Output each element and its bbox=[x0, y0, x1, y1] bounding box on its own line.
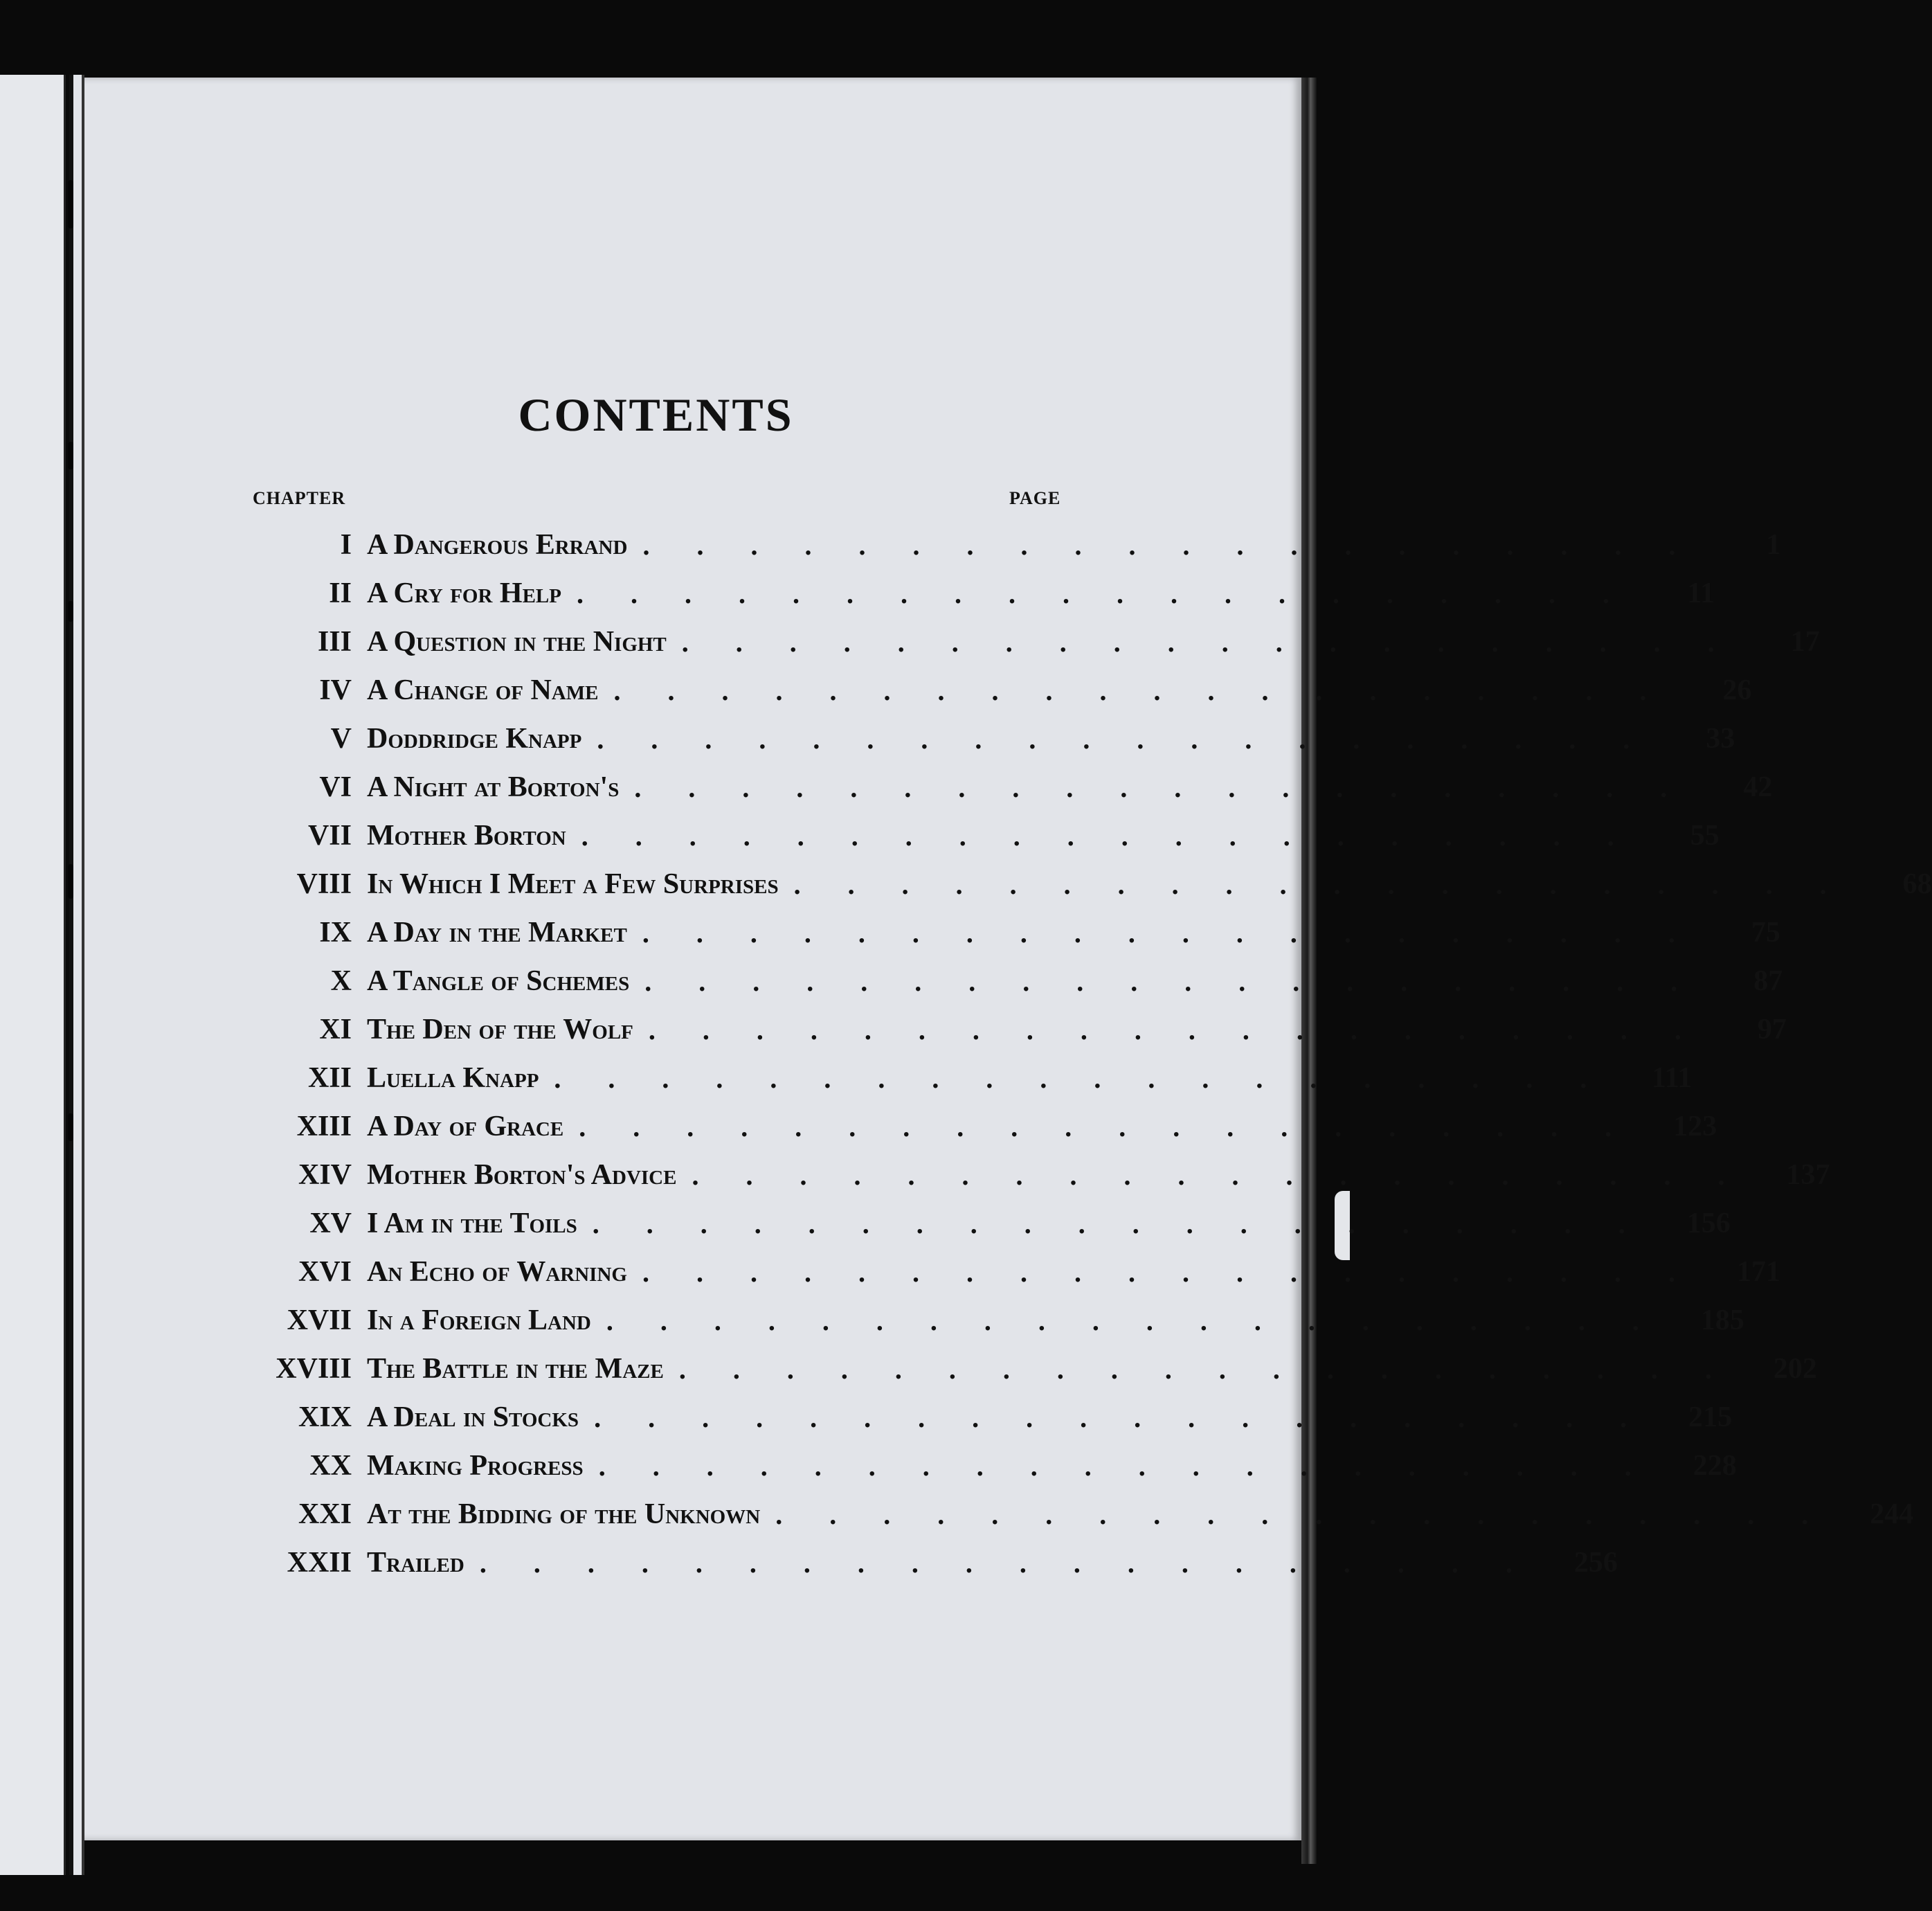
dot-leader: .................... bbox=[692, 1159, 1772, 1191]
dot-leader: .................... bbox=[634, 771, 1715, 803]
toc-entry bbox=[249, 618, 1820, 666]
chapter-number: VII bbox=[307, 820, 352, 852]
chapter-number: XV bbox=[309, 1208, 352, 1239]
facing-page-edge bbox=[0, 75, 66, 1875]
chapter-title: A Cry for Help bbox=[367, 577, 561, 609]
toc-entry bbox=[249, 1151, 1830, 1199]
page-number: 123 bbox=[1673, 1111, 1717, 1142]
page-title: CONTENTS bbox=[518, 388, 794, 441]
chapter-title: Trailed bbox=[367, 1547, 464, 1579]
chapter-number: IV bbox=[319, 674, 352, 706]
book-gutter bbox=[69, 75, 84, 1875]
chapter-title: In a Foreign Land bbox=[367, 1304, 591, 1336]
gutter-mark bbox=[68, 180, 73, 228]
page-number: 137 bbox=[1786, 1159, 1830, 1191]
toc-entry bbox=[249, 1345, 1817, 1393]
table-of-contents bbox=[249, 521, 1932, 1587]
dot-leader: .................... bbox=[775, 1498, 1856, 1530]
toc-entry bbox=[249, 1442, 1737, 1490]
page-number: 87 bbox=[1753, 965, 1783, 997]
chapter-title: Luella Knapp bbox=[367, 1062, 539, 1094]
chapter-number: I bbox=[340, 529, 352, 561]
chapter-title: The Den of the Wolf bbox=[367, 1014, 633, 1046]
toc-entry bbox=[249, 666, 1752, 715]
dot-leader: .................... bbox=[579, 1111, 1659, 1142]
gutter-mark bbox=[68, 864, 73, 899]
dot-leader: .................... bbox=[597, 723, 1677, 755]
chapter-title: A Day in the Market bbox=[367, 917, 627, 949]
dot-leader: .................... bbox=[644, 965, 1725, 997]
page-number: 228 bbox=[1692, 1450, 1737, 1482]
chapter-number: XIX bbox=[298, 1401, 352, 1433]
toc-entry bbox=[249, 811, 1719, 860]
page-number: 68 bbox=[1902, 868, 1932, 900]
toc-entry bbox=[249, 1296, 1744, 1345]
chapter-title: A Day of Grace bbox=[367, 1111, 564, 1142]
toc-entry bbox=[249, 1490, 1914, 1538]
page-number: 171 bbox=[1736, 1256, 1780, 1288]
toc-entry bbox=[249, 569, 1715, 618]
chapter-title: Mother Borton's Advice bbox=[367, 1159, 677, 1191]
dot-leader: .................... bbox=[606, 1304, 1686, 1336]
page-number: 256 bbox=[1573, 1547, 1618, 1579]
chapter-title: A Night at Borton's bbox=[367, 771, 620, 803]
toc-entry bbox=[249, 1538, 1618, 1587]
dot-leader: .................... bbox=[479, 1547, 1560, 1579]
chapter-title: At the Bidding of the Unknown bbox=[367, 1498, 761, 1530]
chapter-number: XX bbox=[309, 1450, 352, 1482]
page-column-header: PAGE bbox=[1009, 488, 1061, 508]
page-number: 75 bbox=[1751, 917, 1780, 949]
chapter-title: Doddridge Knapp bbox=[367, 723, 582, 755]
page-number: 185 bbox=[1700, 1304, 1744, 1336]
dot-leader: .................... bbox=[793, 868, 1874, 900]
chapter-number: VI bbox=[319, 771, 352, 803]
dot-leader: .................... bbox=[577, 577, 1656, 609]
page-number: 42 bbox=[1743, 771, 1773, 803]
page-number: 244 bbox=[1870, 1498, 1914, 1530]
dot-leader: .................... bbox=[648, 1014, 1728, 1046]
dot-leader: .................... bbox=[681, 626, 1762, 658]
dot-leader: .................... bbox=[554, 1062, 1634, 1094]
chapter-number: III bbox=[317, 626, 352, 658]
page-number: 11 bbox=[1687, 577, 1715, 609]
toc-entry bbox=[249, 1005, 1787, 1054]
chapter-title: A Dangerous Errand bbox=[367, 529, 628, 561]
chapter-number: XIV bbox=[298, 1159, 352, 1191]
chapter-number: XXII bbox=[287, 1547, 352, 1579]
toc-entry bbox=[249, 763, 1773, 811]
chapter-title: The Battle in the Maze bbox=[367, 1353, 664, 1385]
toc-entry bbox=[249, 1199, 1731, 1248]
gutter-mark bbox=[68, 442, 73, 469]
dot-leader: .................... bbox=[678, 1353, 1759, 1385]
chapter-title: A Tangle of Schemes bbox=[367, 965, 630, 997]
page-number: 97 bbox=[1757, 1014, 1787, 1046]
dot-leader: .................... bbox=[642, 529, 1723, 561]
toc-entry bbox=[249, 1393, 1733, 1442]
dot-leader: .................... bbox=[581, 820, 1661, 852]
chapter-title: A Deal in Stocks bbox=[367, 1401, 579, 1433]
page-number: 111 bbox=[1652, 1062, 1692, 1094]
dot-leader: .................... bbox=[594, 1401, 1674, 1433]
chapter-title: A Question in the Night bbox=[367, 626, 667, 658]
chapter-number: XIII bbox=[296, 1111, 352, 1142]
toc-entry bbox=[249, 521, 1781, 569]
chapter-title: Mother Borton bbox=[367, 820, 566, 852]
chapter-number: XVIII bbox=[276, 1353, 352, 1385]
page-number: 202 bbox=[1773, 1353, 1817, 1385]
chapter-number: XI bbox=[319, 1014, 352, 1046]
toc-entry bbox=[249, 957, 1783, 1005]
toc-entry bbox=[249, 715, 1735, 763]
toc-entry bbox=[249, 908, 1780, 957]
page-number: 156 bbox=[1686, 1208, 1731, 1239]
page-number: 33 bbox=[1706, 723, 1735, 755]
chapter-number: X bbox=[330, 965, 352, 997]
toc-entry bbox=[249, 1102, 1717, 1151]
toc-entry bbox=[249, 1248, 1780, 1296]
chapter-title: In Which I Meet a Few Surprises bbox=[367, 868, 779, 900]
chapter-column-header: CHAPTER bbox=[253, 488, 346, 508]
gutter-mark bbox=[68, 1113, 73, 1141]
page-number: 215 bbox=[1688, 1401, 1733, 1433]
page-number: 26 bbox=[1722, 674, 1752, 706]
dot-leader: .................... bbox=[642, 917, 1722, 949]
chapter-number: XII bbox=[307, 1062, 352, 1094]
dot-leader: .................... bbox=[642, 1256, 1722, 1288]
page-number: 1 bbox=[1766, 529, 1781, 561]
page-number: 55 bbox=[1690, 820, 1719, 852]
chapter-number: XXI bbox=[298, 1498, 352, 1530]
chapter-title: A Change of Name bbox=[367, 674, 599, 706]
page-number: 17 bbox=[1790, 626, 1820, 658]
chapter-number: XVI bbox=[298, 1256, 352, 1288]
toc-entry bbox=[249, 1054, 1692, 1102]
dot-leader: .................... bbox=[592, 1208, 1672, 1239]
chapter-number: II bbox=[329, 577, 352, 609]
chapter-title: An Echo of Warning bbox=[367, 1256, 627, 1288]
dot-leader: .................... bbox=[613, 674, 1694, 706]
chapter-number: XVII bbox=[287, 1304, 352, 1336]
dot-leader: .................... bbox=[598, 1450, 1679, 1482]
chapter-number: IX bbox=[319, 917, 352, 949]
chapter-title: Making Progress bbox=[367, 1450, 584, 1482]
chapter-number: VIII bbox=[296, 868, 352, 900]
gutter-mark bbox=[68, 601, 73, 622]
chapter-title: I Am in the Toils bbox=[367, 1208, 577, 1239]
chapter-number: V bbox=[330, 723, 352, 755]
toc-entry bbox=[249, 860, 1932, 908]
